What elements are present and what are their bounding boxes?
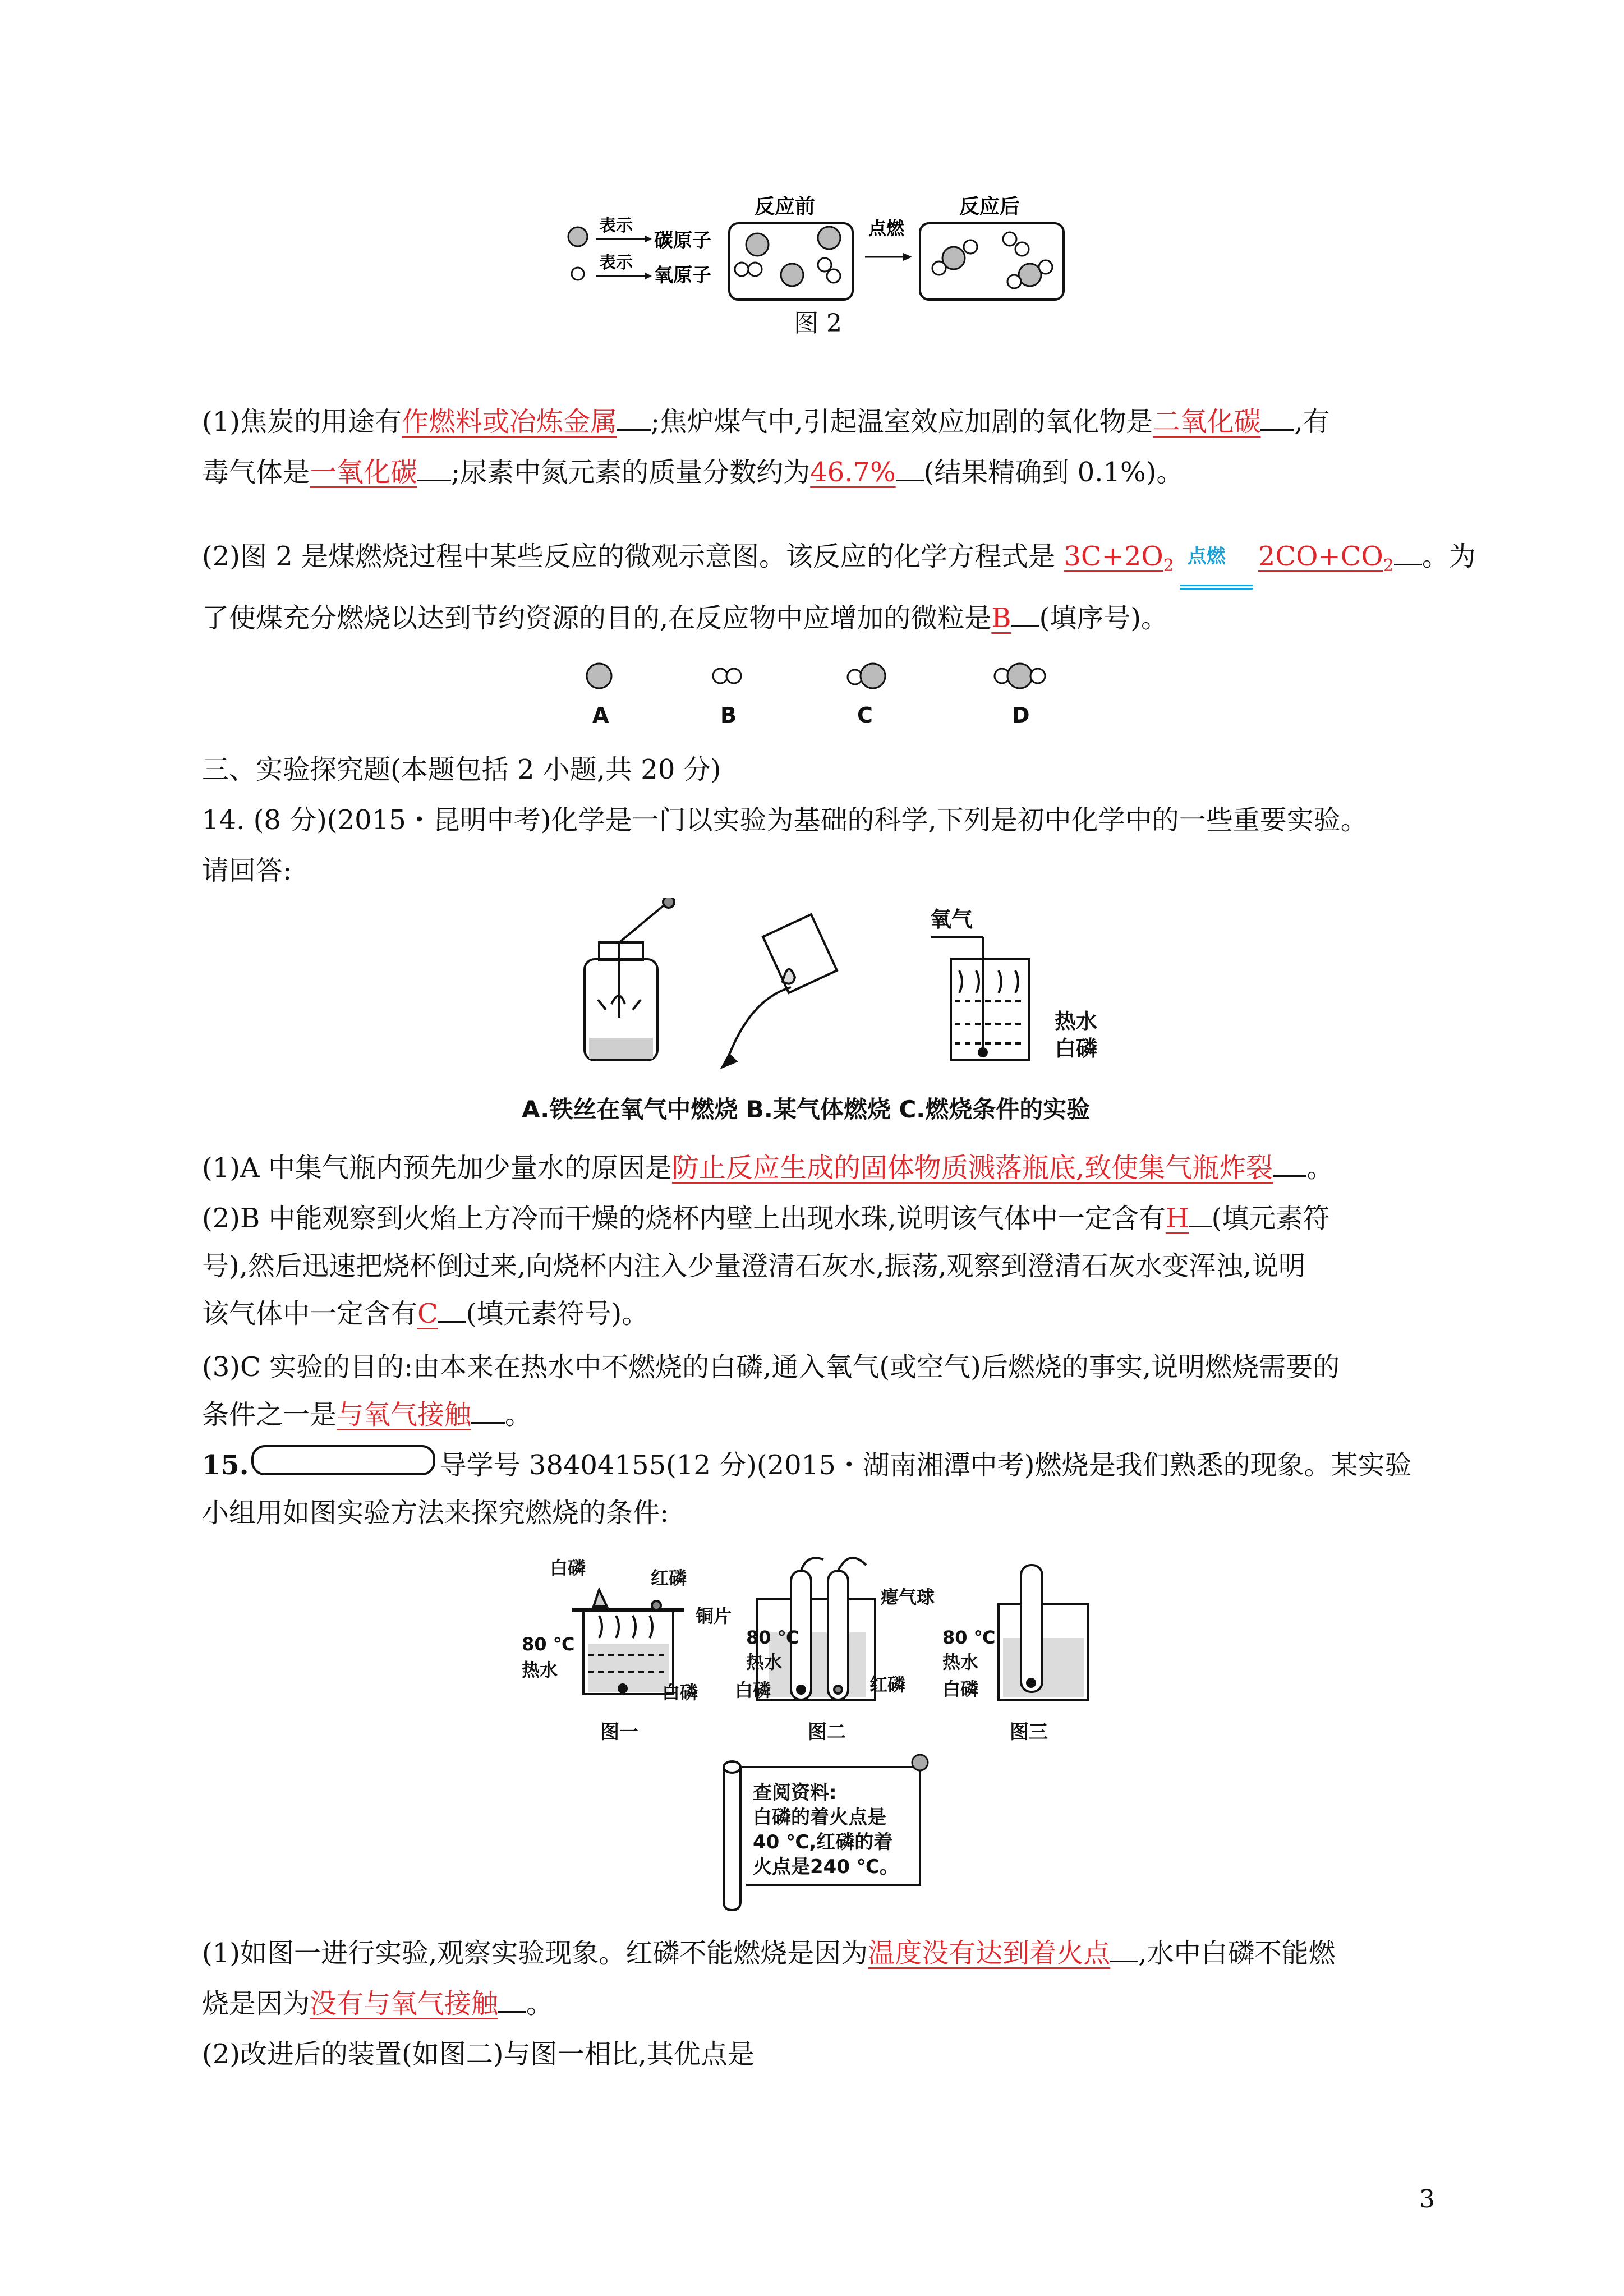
q14-figure	[561, 898, 1122, 1088]
option-c-label: C	[857, 703, 873, 728]
q14-head: 14. (8 分)(2015・昆明中考)化学是一门以实验为基础的科学,下列是初中化学中的一些重要实验。	[202, 804, 1368, 836]
option-a-label: A	[592, 703, 609, 728]
answer-blank[interactable]: H	[1165, 1203, 1189, 1234]
answer-blank[interactable]: B	[991, 602, 1011, 634]
note-line4: 火点是240 ℃。	[753, 1856, 899, 1878]
fig3-water: 热水	[942, 1651, 979, 1673]
option-b-particle	[713, 669, 728, 683]
svg-text:点燃: 点燃	[868, 218, 905, 239]
q14-head2: 请回答:	[202, 855, 292, 886]
q14-answer1: (1)A 中集气瓶内预先加少量水的原因是防止反应生成的固体物质溅落瓶底,致使集气瓶炸裂 。	[202, 1144, 1333, 1191]
note-line1: 查阅资料:	[753, 1782, 837, 1804]
q15-head2: 小组用如图实验方法来探究燃烧的条件:	[202, 1497, 669, 1529]
svg-text:表示: 表示	[599, 216, 633, 236]
gas-jar-a	[585, 898, 674, 1060]
section-3-title: 三、实验探究题(本题包括 2 小题,共 20 分)	[202, 754, 721, 785]
fig1-copper: 铜片	[696, 1605, 732, 1627]
q14-answer2-line3: 该气体中一定含有C (填元素符号)。	[202, 1290, 648, 1337]
option-b-label: B	[720, 703, 737, 728]
particle-options-diagram	[561, 654, 1099, 698]
answer-blank[interactable]: 二氧化碳	[1153, 406, 1261, 438]
answer-blank[interactable]: C	[417, 1298, 438, 1329]
note-line3: 40 ℃,红磷的着	[753, 1831, 893, 1853]
q14-figure-caption: A.铁丝在氧气中燃烧 B.某气体燃烧 C.燃烧条件的实验	[522, 1096, 1091, 1123]
q15-figures	[516, 1548, 1122, 1750]
fig1-white-p2: 白磷	[662, 1682, 698, 1703]
q13-part2-line2: 了使煤充分燃烧以达到节约资源的目的,在反应物中应增加的微粒是B (填序号)。	[202, 595, 1168, 642]
carbon-atom-icon	[568, 227, 587, 246]
reference-note	[712, 1750, 937, 1913]
q15-answer1-line1: (1)如图一进行实验,观察实验现象。红磷不能燃烧是因为温度没有达到着火点 ,水中白磷不能燃	[202, 1930, 1336, 1977]
answer-blank[interactable]: 防止反应生成的固体物质溅落瓶底,致使集气瓶炸裂	[671, 1152, 1273, 1184]
fig2-temp: 80 ℃	[746, 1627, 799, 1648]
guide-number-box	[251, 1445, 435, 1475]
fig3-white-p: 白磷	[942, 1678, 979, 1700]
particle-options	[561, 654, 1099, 732]
beaker-c	[931, 937, 1029, 1060]
q14-answer2-line2: 号),然后迅速把烧杯倒过来,向烧杯内注入少量澄清石灰水,振荡,观察到澄清石灰水变浑浊,说明	[202, 1250, 1306, 1282]
equation-condition: 点燃	[1187, 545, 1226, 568]
q14-figure-diagram	[561, 898, 1122, 1088]
fig1-caption: 图一	[600, 1721, 638, 1743]
fig3-caption: 图三	[1010, 1721, 1048, 1743]
fig2-red-p: 红磷	[869, 1674, 906, 1695]
svg-text:反应前: 反应前	[755, 195, 816, 218]
q13-part2-line1: (2)图 2 是煤燃烧过程中某些反应的微观示意图。该反应的化学方程式是 $3C+2O_2$ 点燃 $2CO+CO_2$ 。为	[202, 533, 1476, 590]
q14-answer3-line1: (3)C 实验的目的:由本来在热水中不燃烧的白磷,通入氧气(或空气)后燃烧的事实,说明燃烧需要的	[202, 1351, 1340, 1383]
svg-text:表示: 表示	[599, 253, 633, 273]
q15-head: 15. 导学号 38404155(12 分)(2015・湖南湘潭中考)燃烧是我们熟悉的现象。某实验	[202, 1442, 1412, 1489]
option-a-particle	[587, 664, 611, 688]
q15-answer1-line2: 烧是因为没有与氧气接触 。	[202, 1980, 553, 2027]
fig1-red-p: 红磷	[651, 1567, 687, 1589]
beaker-b	[723, 914, 837, 1067]
q14-answer3-line2: 条件之一是与氧气接触 。	[202, 1391, 532, 1438]
fig2-caption: 图二	[808, 1721, 846, 1743]
answer-blank[interactable]: 没有与氧气接触	[310, 1988, 499, 2019]
answer-blank[interactable]: 作燃料或冶炼金属	[402, 406, 618, 438]
hot-water-label: 热水	[1055, 1009, 1098, 1034]
fig1-water: 热水	[522, 1659, 558, 1681]
q13-part1-line1: (1)焦炭的用途有作燃料或冶炼金属 ;焦炉煤气中,引起温室效应加剧的氧化物是二氧化碳 ,有	[202, 398, 1330, 445]
fig2-balloon: 瘪气球	[881, 1586, 935, 1608]
svg-text:碳原子: 碳原子	[654, 229, 711, 252]
fig1-temp: 80 ℃	[522, 1634, 575, 1655]
fig3-apparatus	[999, 1565, 1088, 1700]
answer-blank[interactable]: 46.7%	[810, 457, 896, 488]
fig2-water: 热水	[746, 1651, 783, 1673]
q14-answer2-line1: (2)B 中能观察到火焰上方冷而干燥的烧杯内壁上出现水珠,说明该气体中一定含有H (填元素符	[202, 1195, 1329, 1242]
svg-text:氧原子: 氧原子	[654, 264, 711, 287]
fig2-white-p: 白磷	[735, 1680, 771, 1701]
equation-answer[interactable]: $3C+2O_2$ 点燃 $2CO+CO_2$	[1064, 533, 1393, 590]
q15-answer2: (2)改进后的装置(如图二)与图一相比,其优点是	[202, 2039, 755, 2070]
q13-part1-line2: 毒气体是一氧化碳 ;尿素中氮元素的质量分数约为46.7% (结果精确到 0.1%)。	[202, 449, 1183, 496]
oxygen-atom-icon	[572, 268, 584, 280]
answer-blank[interactable]: 温度没有达到着火点	[868, 1938, 1111, 1969]
fig1-white-p: 白磷	[550, 1557, 586, 1579]
page-number: 3	[1419, 2185, 1435, 2214]
note-line2: 白磷的着火点是	[753, 1806, 886, 1829]
svg-text:反应后: 反应后	[959, 195, 1020, 218]
white-phosphorus-label: 白磷	[1055, 1036, 1098, 1061]
oxygen-label: 氧气	[930, 907, 973, 932]
answer-blank[interactable]: 与氧气接触	[337, 1399, 472, 1430]
answer-blank[interactable]: 一氧化碳	[310, 457, 418, 488]
figure-2-caption: 图 2	[794, 309, 842, 338]
fig3-temp: 80 ℃	[942, 1627, 996, 1648]
option-d-label: D	[1012, 703, 1030, 728]
